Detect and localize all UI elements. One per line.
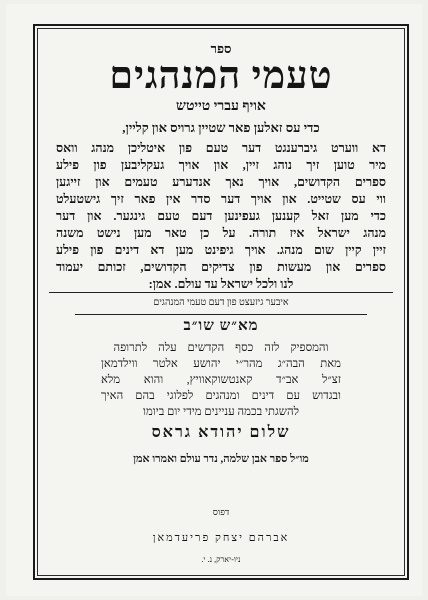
page-border-frame (33, 24, 409, 580)
author-description: מו״ל ספר אבן שלמה, נדר עולם ואמרו אמן (133, 453, 309, 465)
print-city: ניו-יארק, נ. י. (201, 555, 241, 564)
approbation-line: זצ״ל אב״ד קאנטשוקאוויץ, והוא מלא (101, 374, 341, 386)
intro-line: לנו ולכל ישראל עד עולם. אמן: (148, 277, 294, 291)
book-tagline: כדי עס זאלען פאר שטיין גרויס און קליין, (122, 120, 320, 135)
approbation-line: ובגדוש עם דינים ומנהגים לפלוגי בהם האיך (101, 390, 341, 402)
book-subtitle: אויף עברי טייטש (176, 99, 266, 114)
translation-note: איבער גיזעצט פון דעם טעמי המנהגים (153, 298, 289, 308)
intro-line: ספרים און מעשות פון צדיקים הקדושים, זכותם יעמוד (56, 260, 386, 274)
intro-line: מנהג ישראל איז תורה. על כן טאר מען נישט משנה (56, 226, 386, 240)
approbation-paragraph (35, 340, 407, 420)
intro-paragraph (35, 140, 407, 293)
intro-line: כדי מען זאל קענען געפינען דעם טעם גינגער. און דער (56, 209, 386, 223)
intro-line: מיר טוען זיך נוהג זיין, און אויך געקליבען פון פילע (56, 158, 386, 172)
imprint-label: דפוס (212, 507, 230, 517)
intro-line: זיין קיין שום מנהג. אויך גיפינט מען דא דינים פון פילע (56, 243, 386, 257)
printer-name: אברהם יצחק פריעדמאן (152, 532, 290, 544)
author-name: שלום יהודא גראס (151, 424, 291, 441)
intro-line: דא ווערט גיברענגט דער טעם פון איטליכן מנהג וואס (56, 141, 386, 155)
title-page (6, 4, 422, 596)
section-divider (49, 292, 393, 293)
intro-line: ספרים הקדושים, אויך נאך אנדערע טעמים און זייגען (56, 175, 386, 189)
approbation-line: והמספיק לזה כסף הקדשים עלה לתרופה (113, 342, 329, 354)
approbation-line: מאת הבה״ג מהר״י יהושע אלטר ווילדמאן (101, 358, 341, 370)
section-divider (75, 314, 367, 315)
book-title: טעמי המנהגים (109, 55, 333, 97)
intro-line: ווי עס שטייט. און אויך דער סדר אין פאר זיך גישטעלט (56, 192, 386, 206)
book-prefix: ספר (210, 41, 232, 56)
approbation-line: להשגתי בכמה עניינים מידי יום ביומו (143, 406, 299, 418)
translator-initials: מא״ש שו״ב (183, 318, 259, 334)
